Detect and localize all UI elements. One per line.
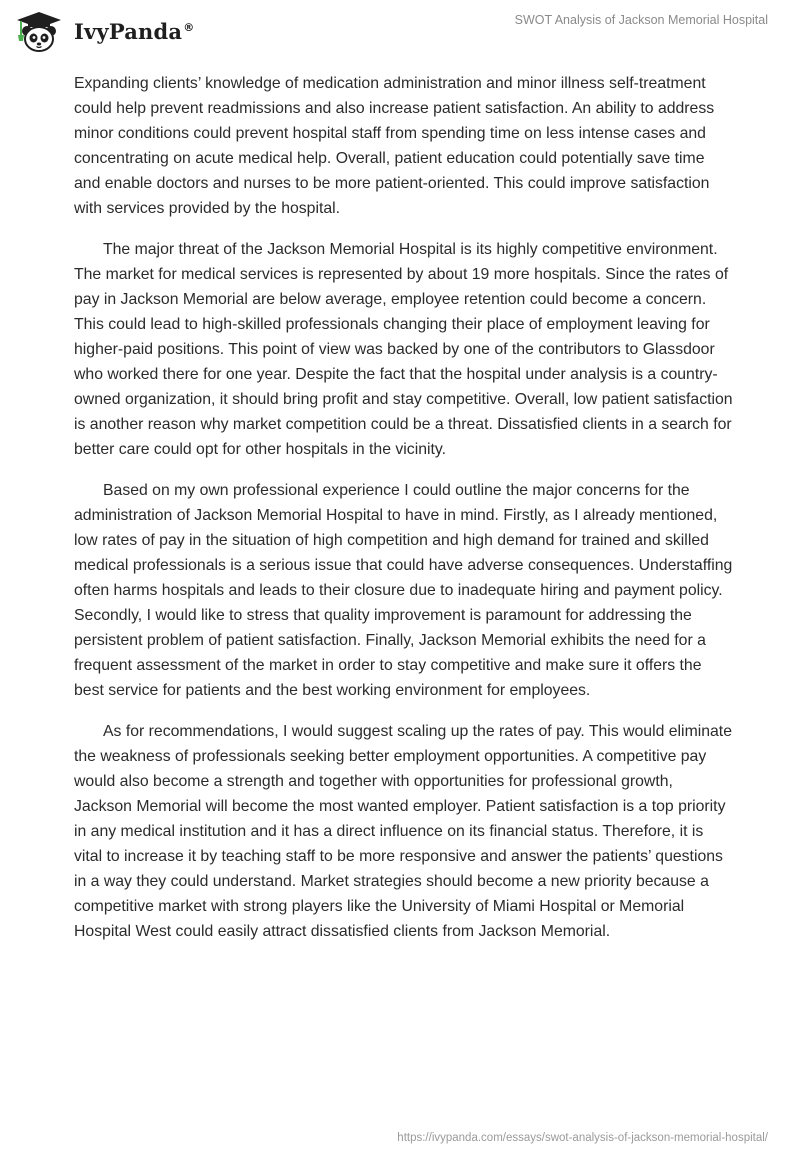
paragraph-concerns: Based on my own professional experience I could outline the major concerns for the administration of Jackson Memorial Hospital to have in mind. Firstly, as I already mentioned, low rates of pay in the situation of high competition and high demand for trained and skilled medical professionals is a serious issue that could have adverse consequences. Understaffing often harms hospitals and leads to their closure due to inadequate hiring and payment policy. Secondly, I would like to stress that quality improvement is paramount for addressing the persistent problem of patient satisfaction. Finally, Jackson Memorial exhibits the need for a frequent assessment of the market in order to stay competitive and make sure it offers the best service for patients and the best working environment for employees.: [74, 482, 733, 699]
paragraph-recommendations: As for recommendations, I would suggest scaling up the rates of pay. This would eliminate the weakness of professionals seeking better employment opportunities. A competitive pay would also become a strength and together with opportunities for professional growth, Jackson Memorial will become the most wanted employer. Patient satisfaction is a top priority in any medical institution and it has a direct influence on its financial status. Therefore, it is vital to increase it by teaching staff to be more responsive and answer the patients’ questions in a way they could understand. Market strategies should become a new priority because a competitive market with strong players like the University of Miami Hospital or Memorial Hospital West could easily attract dissatisfied clients from Jackson Memorial.: [74, 723, 732, 940]
brand-logo[interactable]: [14, 10, 194, 54]
document-title: SWOT Analysis of Jackson Memorial Hospital: [514, 13, 768, 27]
brand-name: IvyPanda®: [74, 18, 195, 44]
essay-body: [74, 71, 734, 960]
source-url[interactable]: https://ivypanda.com/essays/swot-analysis-of-jackson-memorial-hospital/: [397, 1132, 768, 1144]
paragraph-threats: The major threat of the Jackson Memorial Hospital is its highly competitive environment. The market for medical services is represented by about 19 more hospitals. Since the rates of pay in Jackson Memorial are below average, employee retention could become a concern. This could lead to high-skilled professionals changing their place of employment leaving for higher-paid positions. This point of view was backed by one of the contributors to Glassdoor who worked there for one year. Despite the fact that the hospital under analysis is a country-owned organization, it should bring profit and stay competitive. Overall, low patient satisfaction is another reason why market competition could be a threat. Dissatisfied clients in a search for better care could opt for other hospitals in the vicinity.: [74, 241, 733, 458]
panda-graduate-icon: [14, 10, 64, 54]
paragraph-education: Expanding clients’ knowledge of medication administration and minor illness self-treatment could help prevent readmissions and also increase patient satisfaction. An ability to address minor conditions could prevent hospital staff from spending time on less intense cases and concentrating on acute medical help. Overall, patient education could potentially save time and enable doctors and nurses to be more patient-oriented. This could improve satisfaction with services provided by the hospital.: [74, 75, 715, 217]
registered-mark: ®: [183, 20, 195, 34]
